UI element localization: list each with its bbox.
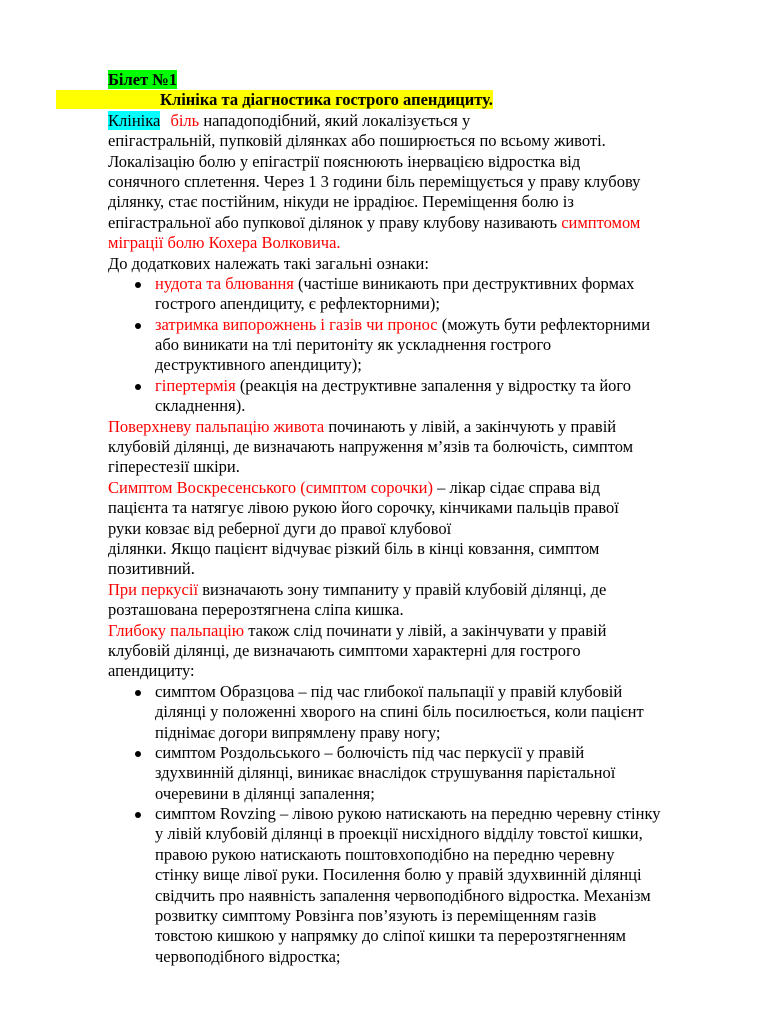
intro-line: епігастральній, пупковій ділянках або поширюється по всьому животі. (108, 131, 606, 151)
intro-line-1-rest: нападоподібний, який локалізується у (199, 110, 471, 130)
superficial-palpation-text: починають у лівій, а закінчують у правій (324, 416, 617, 436)
list-item (108, 682, 728, 743)
list-item (108, 376, 728, 417)
percussion-term: При перкусії (108, 579, 199, 599)
voskresensky-term: Симптом Воскресенського (симптом сорочки) (108, 477, 433, 497)
symptoms-list (108, 682, 728, 967)
additional-signs-heading: До додаткових належать такі загальні ознаки: (108, 253, 429, 273)
ticket-topic-line (108, 90, 728, 110)
migration-symptom-part2: міграції болю Кохера Волковича. (108, 233, 341, 253)
symptom-line: стінку вище лівої руки. Посилення болю у правій здухвинній ділянці (155, 865, 642, 885)
ticket-topic-highlight-pad (56, 90, 108, 109)
intro-line-1 (108, 111, 728, 131)
document-body (108, 70, 728, 967)
intro-line: ділянку, стає постійним, нікуди не іррадіює. Переміщення болю із (108, 192, 574, 212)
migration-symptom-part1: симптомом (561, 212, 641, 232)
symptom-line: товстою кишкою у напрямку до сліпої кишки та перерозтягненням (155, 926, 626, 946)
ticket-title-line (108, 70, 728, 90)
bullet-icon (135, 690, 141, 696)
symptom-line: правою рукою натискають поштовхоподібно на передню черевну (155, 844, 615, 864)
deep-palpation-line-1 (108, 621, 728, 641)
symptom-line: очеревини в ділянці запалення; (155, 783, 375, 803)
deep-palpation-text: також слід починати у лівій, а закінчувати у правій (244, 620, 607, 640)
sign-text-cont: деструктивного апендициту); (155, 355, 362, 375)
sign-name: затримка випорожнень і газів чи пронос (155, 314, 438, 334)
clinic-label: Клініка (108, 110, 161, 130)
additional-signs-list (108, 274, 728, 417)
bullet-icon (135, 751, 141, 757)
symptom-line: здухвинній ділянці, виникає внаслідок струшування парієтальної (155, 763, 616, 783)
symptom-line: свідчить про наявність запалення червоподібного відростка. Механізм (155, 885, 651, 905)
symptom-line: симптом Rovzing – лівою рукою натискають на передню черевну стінку (155, 804, 661, 824)
voskresensky-line: ділянки. Якщо пацієнт відчуває різкий біль в кінці ковзання, симптом (108, 538, 600, 558)
voskresensky-line: позитивний. (108, 559, 195, 579)
superficial-palpation-term: Поверхневу пальпацію живота (108, 416, 325, 436)
voskresensky-text: – лікар сідає справа від (432, 477, 601, 497)
sign-text-cont: гострого апендициту, є рефлекторними); (155, 294, 440, 314)
symptom-line: розвитку симптому Ровзінга пов’язують із переміщенням газів (155, 906, 597, 926)
sign-text-cont: або виникати на тлі перитоніту як ускладнення гострого (155, 335, 552, 355)
percussion-text: визначають зону тимпаниту у правій клубовій ділянці, де (198, 579, 607, 599)
sign-text: (реакція на деструктивне запалення у відростку та його (235, 375, 632, 395)
sign-text-cont: складнення). (155, 396, 246, 416)
list-item (108, 804, 728, 967)
symptom-line: червоподібного відростка; (155, 946, 341, 966)
ticket-number: Білет №1 (108, 70, 178, 89)
superficial-palpation-line-1 (108, 417, 728, 437)
list-item (108, 743, 728, 804)
intro-line-6 (108, 213, 728, 233)
symptom-line: симптом Образцова – під час глибокої пальпації у правій клубовій (155, 681, 623, 701)
symptom-line: ділянці у положенні хворого на спині біль посилюється, коли пацієнт (155, 702, 644, 722)
voskresensky-line: пацієнта та натягує лівою рукою його сорочку, кінчиками пальців правої (108, 498, 619, 518)
intro-line: Локалізацію болю у епігастрії пояснюють інервацією відростка від (108, 151, 581, 171)
intro-line-7 (108, 233, 728, 253)
bullet-icon (135, 282, 141, 288)
list-item (108, 274, 728, 315)
bullet-icon (135, 812, 141, 818)
list-item (108, 315, 728, 376)
percussion-line-1 (108, 580, 728, 600)
intro-line-6-text: епігастральної або пупкової ділянок у праву клубову називають (108, 212, 562, 232)
pain-word: біль (170, 110, 200, 130)
symptom-line: симптом Роздольського – болючість під час перкусії у правій (155, 742, 585, 762)
deep-palpation-term: Глибоку пальпацію (108, 620, 245, 640)
intro-line: сонячного сплетення. Через 1 3 години біль переміщується у праву клубову (108, 171, 641, 191)
superficial-palpation-line: клубовій ділянці, де визначають напруження м’язів та болючість, симптом (108, 437, 634, 457)
voskresensky-line: руки ковзає від реберної дуги до правої клубової (108, 518, 452, 538)
bullet-icon (135, 323, 141, 329)
sign-name: нудота та блювання (155, 273, 294, 293)
symptom-line: піднімає догори випрямлену праву ногу; (155, 722, 441, 742)
sign-text: (частіше виникають при деструктивних формах (293, 273, 635, 293)
sign-text: (можуть бути рефлекторними (437, 314, 651, 334)
bullet-icon (135, 384, 141, 390)
symptom-line: у лівій клубовій ділянці в проекції нисхідного відділу товстої кишки, (155, 824, 643, 844)
deep-palpation-line: клубовій ділянці, де визначають симптоми характерні для гострого (108, 640, 581, 660)
superficial-palpation-line: гіперестезії шкіри. (108, 457, 240, 477)
sign-name: гіпертермія (155, 375, 236, 395)
percussion-line: розташована перерозтягнена сліпа кишка. (108, 600, 404, 620)
deep-palpation-line: апендициту: (108, 661, 195, 681)
voskresensky-line-1 (108, 478, 728, 498)
ticket-topic: Клініка та діагностика гострого апендициту. (108, 90, 493, 109)
